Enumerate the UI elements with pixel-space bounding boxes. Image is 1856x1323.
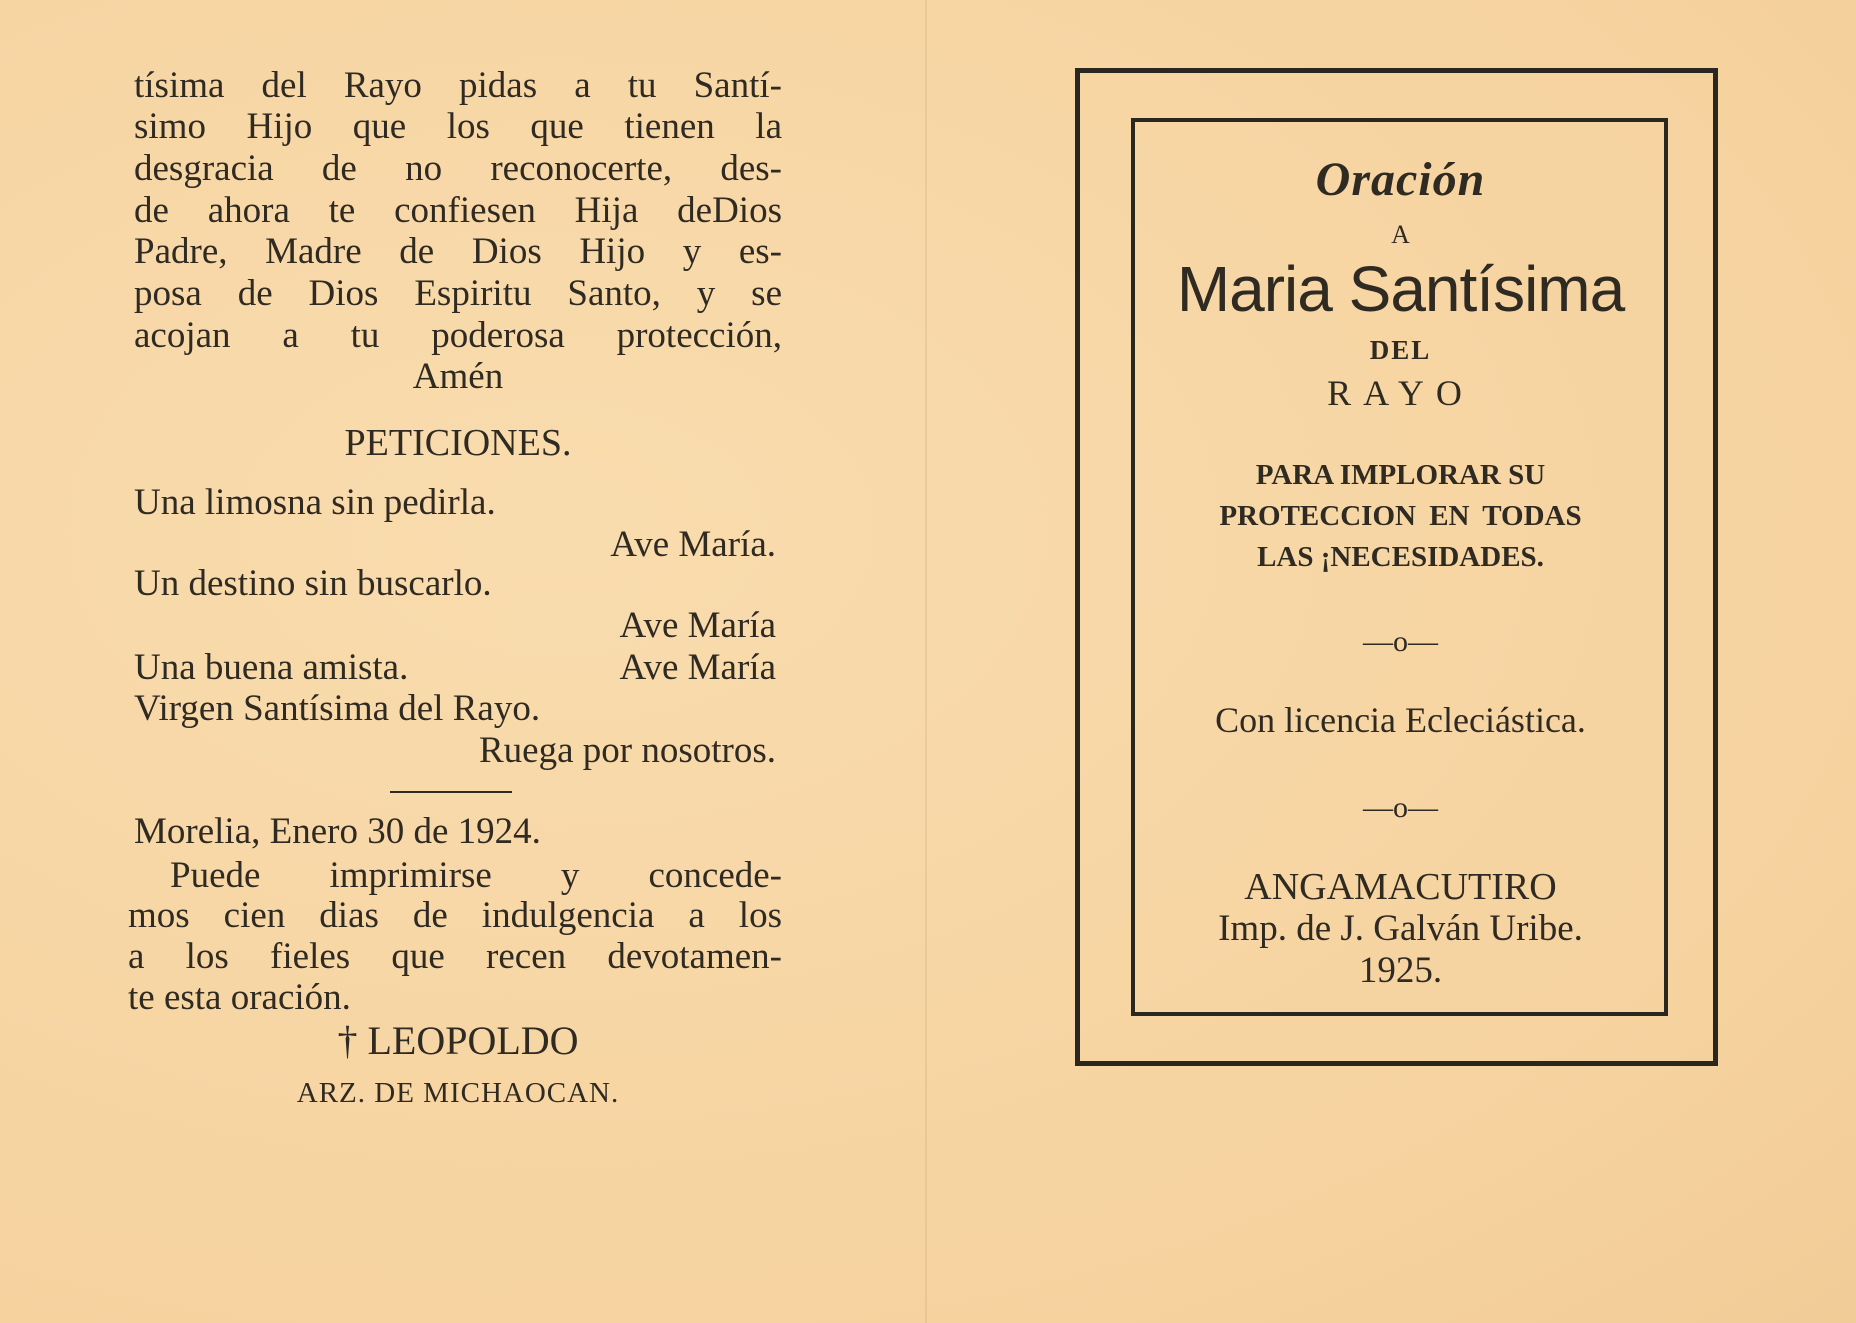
petition: Una limosna sin pedirla. — [134, 482, 496, 523]
signature-title: ARZ. DE MICHAOCAN. — [296, 1077, 620, 1109]
paragraph-line: acojan a tu poderosa protección, — [134, 315, 782, 356]
subtitle-line: LAS ¡NECESIDADES. — [1257, 541, 1544, 573]
peticiones-heading: PETICIONES. — [344, 422, 572, 464]
title-a: A — [1391, 220, 1410, 249]
petition-response: Ave María — [619, 647, 776, 688]
del: DEL — [1369, 335, 1432, 365]
paragraph-line: desgracia de no reconocerte, des- — [134, 148, 782, 189]
amen: Amén — [412, 356, 504, 397]
petition-response: Ave María — [619, 605, 776, 646]
paragraph-line: simo Hijo que los que tienen la — [134, 106, 782, 147]
signature: † LEOPOLDO — [337, 1018, 579, 1063]
license-line: a los fieles que recen devotamen- — [128, 936, 782, 977]
petition: Un destino sin buscarlo. — [134, 563, 492, 604]
place: ANGAMACUTIRO — [1244, 866, 1557, 908]
license-line: te esta oración. — [128, 977, 351, 1018]
petition-response: Ruega por nosotros. — [479, 730, 776, 771]
separator: —o— — [1363, 791, 1438, 824]
year: 1925. — [1358, 950, 1443, 991]
subtitle-line: PARA IMPLORAR SU — [1255, 459, 1546, 491]
printer: Imp. de J. Galván Uribe. — [1218, 908, 1583, 949]
paragraph-line: de ahora te confiesen Hija deDios — [134, 190, 782, 231]
name-heading: Maria Santísima — [1176, 253, 1625, 325]
rayo: RAYO — [1327, 373, 1474, 413]
petition-response: Ave María. — [610, 524, 776, 565]
paragraph-line: tísima del Rayo pidas a tu Santí- — [134, 65, 782, 106]
licencia: Con licencia Ecleciástica. — [1215, 700, 1586, 740]
license-line: Puede imprimirse y concede- — [170, 855, 782, 896]
paragraph-line: posa de Dios Espiritu Santo, y se — [134, 273, 782, 314]
title: Oración — [1315, 153, 1486, 206]
petition: Una buena amista. — [134, 647, 409, 688]
subtitle-line: PROTECCION EN TODAS — [1219, 500, 1582, 532]
divider-rule — [390, 791, 512, 793]
date-line: Morelia, Enero 30 de 1924. — [134, 811, 541, 852]
license-line: mos cien dias de indulgencia a los — [128, 895, 782, 936]
separator: —o— — [1363, 625, 1438, 658]
paragraph-line: Padre, Madre de Dios Hijo y es- — [134, 231, 782, 272]
petition: Virgen Santísima del Rayo. — [134, 688, 541, 729]
page-fold — [925, 0, 927, 1323]
